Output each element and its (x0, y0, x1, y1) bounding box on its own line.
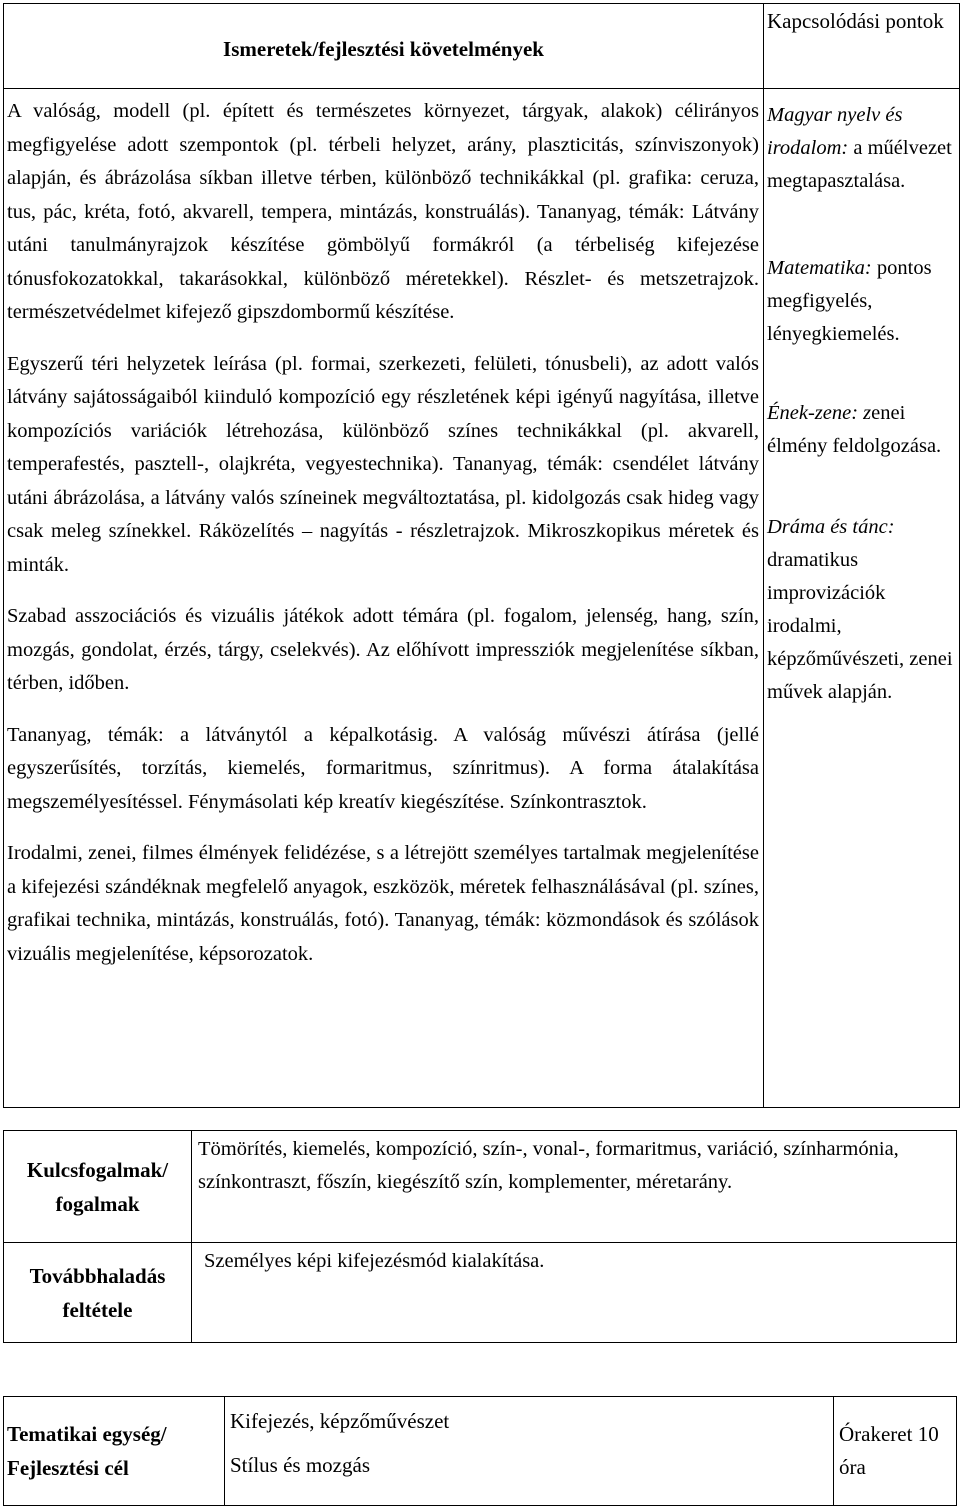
connection-literature-subject: Magyar nyelv és irodalom: (767, 104, 903, 159)
requirements-body-cell (4, 89, 764, 1108)
connections-header-cell (764, 4, 960, 89)
connection-math-subject: Matematika: (767, 257, 872, 279)
unit-title-line1: Kifejezés, képzőművészet (230, 1409, 450, 1433)
connections-body-cell (764, 89, 960, 1108)
unit-label: Tematikai egység/ Fejlesztési cél (4, 1397, 225, 1506)
connection-drama (767, 511, 956, 709)
progression-text: Személyes képi kifejezésmód kialakítása. (192, 1243, 957, 1343)
connection-math-text: pontos megfigyelés, lényegkiemelés. (767, 257, 932, 345)
connection-music-text: enei élmény feldolgozása. (767, 402, 942, 457)
keywords-text: Tömörítés, kiemelés, kompozíció, szín-, vonal-, formaritmus, variáció, színharmónia, színkontraszt, főszín, kiegészítő szín, komplementer, méretarány. (192, 1131, 957, 1243)
connections-title: Kapcsolódási pontok (767, 9, 944, 33)
connection-literature (767, 99, 956, 198)
unit-title-cell (225, 1397, 834, 1506)
requirement-paragraph-1: A valóság, modell (pl. épített és természetes környezet, tárgyak, alakok) célirányos megfigyelése adott szempontok (pl. térbeli helyzet, arány, plaszticitás, színviszonyok) alapján, és ábrázolása síkban illetve térben, különböző technikákkal (pl. grafika: ceruza, tus, pác, kréta, fotó, akvarell, tempera, mintázás, konstruálás). Tananyag, témák: Látvány utáni tanulmányrajzok készítése gömbölyű formákról (a térbeliség kifejezése tónusfokozatokkal, takarásokkal, különböző méretekkel). Részlet- és metszetrajzok. természetvédelmet kifejező gipszdombormű készítése. (7, 100, 759, 323)
requirement-paragraph-2: Egyszerű téri helyzetek leírása (pl. formai, szerkezeti, felületi, tónusbeli), az adott valós látvány sajátosságaiból kiinduló kompozíció egy részletének képi igényű nagyítása, illetve kompozíciós variációk létrehozása, különböző színes technikákkal (pl. akvarell, temperafestés, pasztell-, olajkréta, vegyestechnika). Tananyag, témák: csendélet látvány utáni ábrázolása, a látvány valós színeinek megváltoztatása, pl. kidolgozás csak hideg vagy csak meleg színekkel. Ráközelítés – nagyítás - részletrajzok. Mikroszkopikus méretek és minták. (7, 352, 759, 576)
connection-drama-text: dramatikus improvizációk irodalmi, képzőművészeti, zenei művek alapján. (767, 549, 953, 703)
requirement-paragraph-5: Irodalmi, zenei, filmes élmények felidézése, s a létrejött személyes tartalmak megjelenítése a kifejezési szándéknak megfelelő anyagok, eszközök, méretek felhasználásával (pl. színes, grafikai technika, mintázás, konstruálás, fotó). Tananyag, témák: közmondások és szólások vizuális megjelenítése, képsorozatok. (7, 842, 759, 965)
progression-label: Továbbhaladás feltétele (4, 1243, 192, 1343)
requirements-header-cell (4, 4, 764, 89)
unit-table (3, 1396, 957, 1506)
unit-hours: Órakeret 10 óra (834, 1397, 957, 1506)
connection-music (767, 397, 956, 463)
keywords-table (3, 1130, 957, 1343)
connection-music-subject: Ének-zene: z (767, 402, 872, 424)
requirements-title: Ismeretek/fejlesztési követelmények (223, 37, 544, 61)
keywords-label: Kulcsfogalmak/ fogalmak (4, 1131, 192, 1243)
requirements-table (3, 3, 960, 1108)
requirement-paragraph-4: Tananyag, témák: a látványtól a képalkotásig. A valóság művészi átírása (jellé egyszerűsítés, torzítás, kiemelés, formaritmus, színritmus). A forma átalakítása megszemélyesítéssel. Fénymásolati kép kreatív kiegészítése. Színkontrasztok. (7, 723, 759, 813)
unit-title-line2: Stílus és mozgás (230, 1453, 370, 1477)
requirement-paragraph-3: Szabad asszociációs és vizuális játékok adott témára (pl. fogalom, jelenség, hang, szín, mozgás, gondolat, érzés, tárgy, cselekvés). Az előhívott impressziók megjelenítése síkban, térben, időben. (7, 605, 759, 694)
connection-math (767, 252, 956, 351)
connection-literature-text: a műélvezet megtapasztalása. (767, 137, 952, 192)
connection-drama-subject: Dráma és tánc: (767, 516, 895, 538)
